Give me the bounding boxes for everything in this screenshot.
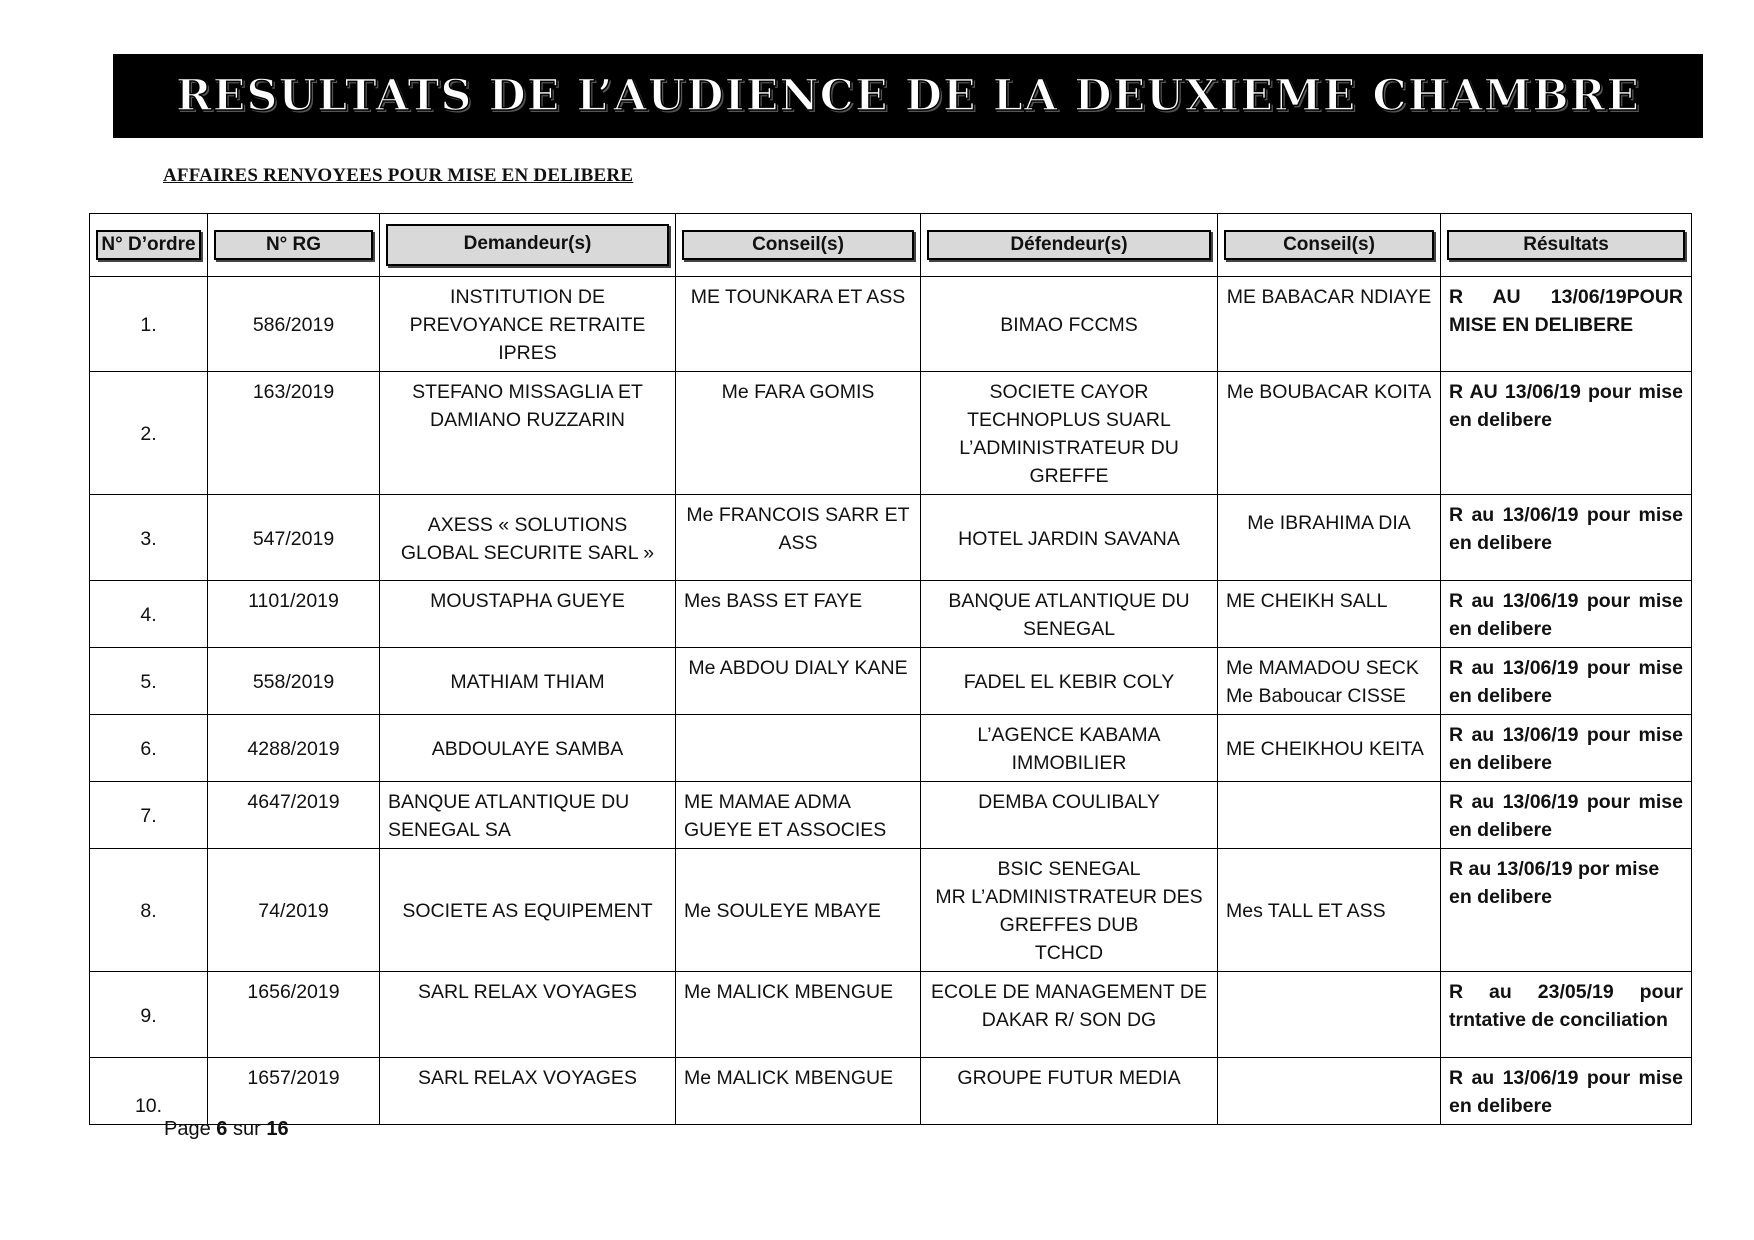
- conseil-line: Me MAMADOU SECK: [1226, 657, 1419, 679]
- cell-conseil-defendeur: [1218, 1058, 1441, 1125]
- cell-conseil-demandeur: Me FRANCOIS SARR ET ASS: [676, 495, 921, 581]
- cell-conseil-demandeur: [676, 715, 921, 782]
- table-row: [90, 277, 1692, 372]
- table-row: [90, 1058, 1692, 1125]
- cell-defendeur: FADEL EL KEBIR COLY: [921, 648, 1218, 715]
- cell-conseil-defendeur: Mes TALL ET ASS: [1218, 849, 1441, 972]
- cell-resultat: R au 13/06/19 pour mise en delibere: [1441, 782, 1692, 849]
- cell-defendeur: ECOLE DE MANAGEMENT DE DAKAR R/ SON DG: [921, 972, 1218, 1058]
- cell-resultat: R au 13/06/19 pour mise en delibere: [1441, 715, 1692, 782]
- table-header-row: [90, 214, 1692, 277]
- page-title: RESULTATS DE L’AUDIENCE DE LA DEUXIEME CHAMBRE: [175, 71, 1641, 121]
- cell-ordre: 4.: [90, 581, 208, 648]
- cell-conseil-defendeur: ME CHEIKHOU KEITA: [1218, 715, 1441, 782]
- header-ordre: [90, 214, 208, 277]
- table-row: [90, 782, 1692, 849]
- header-label: N° RG: [214, 230, 373, 260]
- header-conseil-defendeur: [1218, 214, 1441, 277]
- table-row: [90, 715, 1692, 782]
- cell-demandeur: AXESS « SOLUTIONS GLOBAL SECURITE SARL »: [380, 495, 676, 581]
- table-row: [90, 849, 1692, 972]
- conseil-line: Me Baboucar CISSE: [1226, 685, 1406, 707]
- cell-conseil-demandeur: Me SOULEYE MBAYE: [676, 849, 921, 972]
- cell-resultat: R au 13/06/19 por mise en delibere: [1441, 849, 1692, 972]
- cell-ordre: 8.: [90, 849, 208, 972]
- cell-ordre: 3.: [90, 495, 208, 581]
- cell-conseil-defendeur: ME CHEIKH SALL: [1218, 581, 1441, 648]
- defendeur-line: MR L’ADMINISTRATEUR DES GREFFES DUB: [935, 886, 1203, 936]
- header-rg: [208, 214, 380, 277]
- cell-demandeur: ABDOULAYE SAMBA: [380, 715, 676, 782]
- cell-resultat: R au 13/06/19 pour mise en delibere: [1441, 1058, 1692, 1125]
- cell-defendeur: BIMAO FCCMS: [921, 277, 1218, 372]
- cell-defendeur: DEMBA COULIBALY: [921, 782, 1218, 849]
- defendeur-line: TCHCD: [1034, 942, 1104, 964]
- cell-demandeur: MATHIAM THIAM: [380, 648, 676, 715]
- cell-defendeur: GROUPE FUTUR MEDIA: [921, 1058, 1218, 1125]
- cell-demandeur: SARL RELAX VOYAGES: [380, 1058, 676, 1125]
- cell-demandeur: MOUSTAPHA GUEYE: [380, 581, 676, 648]
- cell-demandeur: SARL RELAX VOYAGES: [380, 972, 676, 1058]
- cell-conseil-demandeur: Mes BASS ET FAYE: [676, 581, 921, 648]
- table-row: [90, 648, 1692, 715]
- cell-rg: 1656/2019: [208, 972, 380, 1058]
- cell-conseil-demandeur: Me MALICK MBENGUE: [676, 1058, 921, 1125]
- cell-ordre: 6.: [90, 715, 208, 782]
- cell-rg: 1101/2019: [208, 581, 380, 648]
- cell-ordre: 2.: [90, 372, 208, 495]
- cell-rg: 163/2019: [208, 372, 380, 495]
- table-row: [90, 581, 1692, 648]
- cell-defendeur: SOCIETE CAYOR TECHNOPLUS SUARL L’ADMINISTRATEUR DU GREFFE: [921, 372, 1218, 495]
- header-label: Résultats: [1447, 230, 1685, 260]
- cell-defendeur: BANQUE ATLANTIQUE DU SENEGAL: [921, 581, 1218, 648]
- cell-conseil-defendeur: Me IBRAHIMA DIA: [1218, 495, 1441, 581]
- cell-rg: 1657/2019: [208, 1058, 380, 1125]
- footer-mid: sur: [232, 1118, 261, 1140]
- cell-defendeur: HOTEL JARDIN SAVANA: [921, 495, 1218, 581]
- table-row: [90, 495, 1692, 581]
- footer-total-pages: 16: [266, 1118, 289, 1140]
- header-conseil-demandeur: [676, 214, 921, 277]
- cell-resultat: R AU 13/06/19POUR MISE EN DELIBERE: [1441, 277, 1692, 372]
- cell-conseil-demandeur: Me MALICK MBENGUE: [676, 972, 921, 1058]
- cell-resultat: R au 13/06/19 pour mise en delibere: [1441, 495, 1692, 581]
- cell-conseil-demandeur: ME MAMAE ADMA GUEYE ET ASSOCIES: [676, 782, 921, 849]
- header-demandeur: [380, 214, 676, 277]
- cell-ordre: 9.: [90, 972, 208, 1058]
- cell-conseil-defendeur: Me BOUBACAR KOITA: [1218, 372, 1441, 495]
- cell-rg: 558/2019: [208, 648, 380, 715]
- cell-rg: 74/2019: [208, 849, 380, 972]
- footer-current-page: 6: [216, 1118, 228, 1140]
- title-banner: [113, 54, 1703, 138]
- cell-demandeur: INSTITUTION DE PREVOYANCE RETRAITE IPRES: [380, 277, 676, 372]
- header-label: Demandeur(s): [386, 224, 669, 266]
- cell-resultat: R au 13/06/19 pour mise en delibere: [1441, 581, 1692, 648]
- cell-conseil-demandeur: Me FARA GOMIS: [676, 372, 921, 495]
- cell-rg: 547/2019: [208, 495, 380, 581]
- cell-resultat: R au 23/05/19 pour trntative de conciliation: [1441, 972, 1692, 1058]
- page-footer: [164, 1118, 289, 1141]
- cell-resultat: R au 13/06/19 pour mise en delibere: [1441, 648, 1692, 715]
- cell-conseil-defendeur: [1218, 648, 1441, 715]
- cell-rg: 586/2019: [208, 277, 380, 372]
- cell-defendeur: [921, 849, 1218, 972]
- table-row: [90, 972, 1692, 1058]
- cell-demandeur: SOCIETE AS EQUIPEMENT: [380, 849, 676, 972]
- cell-conseil-defendeur: [1218, 972, 1441, 1058]
- cell-ordre: 5.: [90, 648, 208, 715]
- footer-prefix: Page: [164, 1118, 211, 1140]
- cell-rg: 4288/2019: [208, 715, 380, 782]
- cell-ordre: 1.: [90, 277, 208, 372]
- cell-conseil-demandeur: ME TOUNKARA ET ASS: [676, 277, 921, 372]
- header-resultats: [1441, 214, 1692, 277]
- cell-conseil-defendeur: [1218, 782, 1441, 849]
- header-label: Conseil(s): [1224, 230, 1434, 260]
- header-label: Défendeur(s): [927, 230, 1211, 260]
- header-defendeur: [921, 214, 1218, 277]
- table-row: [90, 372, 1692, 495]
- section-heading: AFFAIRES RENVOYEES POUR MISE EN DELIBERE: [163, 165, 634, 186]
- cell-demandeur: STEFANO MISSAGLIA ET DAMIANO RUZZARIN: [380, 372, 676, 495]
- header-label: Conseil(s): [682, 230, 914, 260]
- results-table: [89, 213, 1692, 1125]
- header-label: N° D’ordre: [96, 230, 201, 260]
- cell-conseil-demandeur: Me ABDOU DIALY KANE: [676, 648, 921, 715]
- cell-demandeur: BANQUE ATLANTIQUE DU SENEGAL SA: [380, 782, 676, 849]
- defendeur-line: BSIC SENEGAL: [997, 858, 1141, 880]
- cell-rg: 4647/2019: [208, 782, 380, 849]
- cell-resultat: R AU 13/06/19 pour mise en delibere: [1441, 372, 1692, 495]
- cell-ordre: 7.: [90, 782, 208, 849]
- cell-defendeur: L’AGENCE KABAMA IMMOBILIER: [921, 715, 1218, 782]
- cell-conseil-defendeur: ME BABACAR NDIAYE: [1218, 277, 1441, 372]
- cell-ordre: 10.: [90, 1058, 208, 1125]
